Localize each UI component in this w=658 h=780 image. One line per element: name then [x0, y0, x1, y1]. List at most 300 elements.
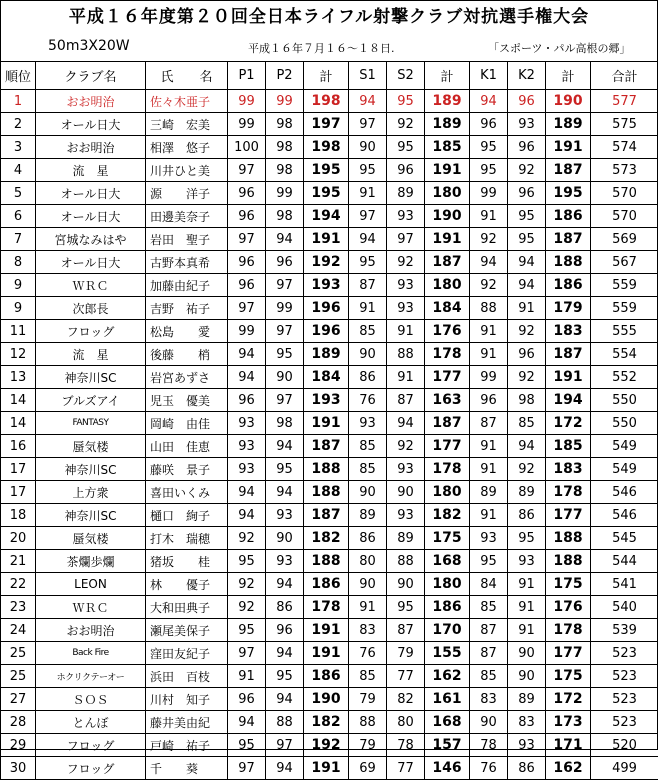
s2-cell: 90 — [387, 481, 425, 504]
rank-cell: 9 — [1, 297, 36, 320]
s-total-cell: 155 — [425, 642, 470, 665]
grand-total-cell: 570 — [591, 205, 658, 228]
k1-cell: 91 — [470, 343, 508, 366]
grand-total-cell: 549 — [591, 458, 658, 481]
p-total-cell: 188 — [304, 458, 349, 481]
p1-cell: 96 — [228, 182, 266, 205]
k1-cell: 93 — [470, 527, 508, 550]
club-cell: ＷＲＣ — [36, 274, 146, 297]
k2-cell: 92 — [508, 366, 546, 389]
p2-cell: 99 — [266, 90, 304, 113]
header-k2: K2 — [508, 62, 546, 90]
s-total-cell: 186 — [425, 596, 470, 619]
page-title: 平成１６年度第２０回全日本ライフル射撃クラブ対抗選手権大会 — [0, 0, 658, 34]
header-p2: P2 — [266, 62, 304, 90]
s-total-cell: 180 — [425, 274, 470, 297]
p2-cell: 94 — [266, 481, 304, 504]
p2-cell: 99 — [266, 297, 304, 320]
table-row — [1, 734, 658, 757]
grand-total-cell: 499 — [591, 757, 658, 780]
name-cell: 岡崎 由佳 — [146, 412, 228, 435]
club-cell: 流 星 — [36, 159, 146, 182]
k-total-cell: 190 — [546, 90, 591, 113]
s1-cell: 85 — [349, 435, 387, 458]
name-cell: 後藤 梢 — [146, 343, 228, 366]
p1-cell: 96 — [228, 251, 266, 274]
k1-cell: 92 — [470, 274, 508, 297]
table-row — [1, 757, 658, 780]
s2-cell: 95 — [387, 596, 425, 619]
rank-cell: 25 — [1, 642, 36, 665]
rank-cell: 23 — [1, 596, 36, 619]
p1-cell: 100 — [228, 136, 266, 159]
s-total-cell: 146 — [425, 757, 470, 780]
s1-cell: 80 — [349, 550, 387, 573]
p-total-cell: 188 — [304, 550, 349, 573]
k-total-cell: 194 — [546, 389, 591, 412]
rank-cell: 16 — [1, 435, 36, 458]
p1-cell: 92 — [228, 573, 266, 596]
p-total-cell: 190 — [304, 688, 349, 711]
k-total-cell: 188 — [546, 550, 591, 573]
s2-cell: 79 — [387, 642, 425, 665]
s2-cell: 80 — [387, 711, 425, 734]
k2-cell: 85 — [508, 412, 546, 435]
club-cell: ＳＯＳ — [36, 688, 146, 711]
club-cell: ホクリクテーオー — [36, 665, 146, 688]
rank-cell: 3 — [1, 136, 36, 159]
p2-cell: 94 — [266, 642, 304, 665]
s2-cell: 94 — [387, 412, 425, 435]
s2-cell: 91 — [387, 366, 425, 389]
k-total-cell: 178 — [546, 619, 591, 642]
p2-cell: 94 — [266, 435, 304, 458]
grand-total-cell: 523 — [591, 665, 658, 688]
table-row — [1, 113, 658, 136]
club-cell: LEON — [36, 573, 146, 596]
name-cell: 加藤由紀子 — [146, 274, 228, 297]
club-cell: 次郎長 — [36, 297, 146, 320]
s-total-cell: 189 — [425, 113, 470, 136]
s2-cell: 93 — [387, 458, 425, 481]
p1-cell: 97 — [228, 642, 266, 665]
s2-cell: 93 — [387, 274, 425, 297]
k1-cell: 91 — [470, 504, 508, 527]
s-total-cell: 180 — [425, 573, 470, 596]
name-cell: 源 洋子 — [146, 182, 228, 205]
k2-cell: 91 — [508, 573, 546, 596]
s1-cell: 86 — [349, 366, 387, 389]
rank-cell: 9 — [1, 274, 36, 297]
name-cell: 瀬尾美保子 — [146, 619, 228, 642]
s-total-cell: 163 — [425, 389, 470, 412]
club-cell: 茶爛歩爛 — [36, 550, 146, 573]
k-total-cell: 175 — [546, 573, 591, 596]
header-k1: K1 — [470, 62, 508, 90]
name-cell: 大和田典子 — [146, 596, 228, 619]
table-row — [1, 182, 658, 205]
rank-cell: 20 — [1, 527, 36, 550]
k2-cell: 95 — [508, 228, 546, 251]
club-cell: 流 星 — [36, 343, 146, 366]
p2-cell: 94 — [266, 757, 304, 780]
grand-total-cell: 574 — [591, 136, 658, 159]
grand-total-cell: 539 — [591, 619, 658, 642]
p-total-cell: 194 — [304, 205, 349, 228]
k2-cell: 94 — [508, 251, 546, 274]
grand-total-cell: 523 — [591, 688, 658, 711]
grand-total-cell: 555 — [591, 320, 658, 343]
p1-cell: 94 — [228, 711, 266, 734]
p-total-cell: 189 — [304, 343, 349, 366]
name-cell: 樋口 絢子 — [146, 504, 228, 527]
table-row — [1, 159, 658, 182]
name-cell: 岩田 聖子 — [146, 228, 228, 251]
club-cell: 神奈川SC — [36, 504, 146, 527]
p-total-cell: 184 — [304, 366, 349, 389]
p1-cell: 91 — [228, 665, 266, 688]
grand-total-cell: 520 — [591, 734, 658, 757]
p-total-cell: 192 — [304, 251, 349, 274]
rank-cell: 24 — [1, 619, 36, 642]
grand-total-cell: 575 — [591, 113, 658, 136]
s-total-cell: 180 — [425, 182, 470, 205]
k2-cell: 96 — [508, 136, 546, 159]
p1-cell: 97 — [228, 297, 266, 320]
p-total-cell: 198 — [304, 90, 349, 113]
rank-cell: 27 — [1, 688, 36, 711]
table-row — [1, 458, 658, 481]
k1-cell: 85 — [470, 665, 508, 688]
grand-total-cell: 577 — [591, 90, 658, 113]
rank-cell: 17 — [1, 481, 36, 504]
p-total-cell: 191 — [304, 228, 349, 251]
s1-cell: 76 — [349, 389, 387, 412]
event-venue: 「スポーツ・パル高根の郷」 — [488, 40, 631, 56]
p-total-cell: 191 — [304, 412, 349, 435]
s1-cell: 90 — [349, 136, 387, 159]
grand-total-cell: 559 — [591, 274, 658, 297]
p2-cell: 95 — [266, 458, 304, 481]
p-total-cell: 182 — [304, 527, 349, 550]
k2-cell: 90 — [508, 642, 546, 665]
header-p1: P1 — [228, 62, 266, 90]
grand-total-cell: 550 — [591, 389, 658, 412]
k2-cell: 86 — [508, 757, 546, 780]
p1-cell: 92 — [228, 596, 266, 619]
table-row — [1, 366, 658, 389]
rank-cell: 21 — [1, 550, 36, 573]
table-row — [1, 297, 658, 320]
s1-cell: 91 — [349, 182, 387, 205]
k-total-cell: 177 — [546, 642, 591, 665]
p-total-cell: 182 — [304, 711, 349, 734]
s1-cell: 83 — [349, 619, 387, 642]
table-row — [1, 90, 658, 113]
subheader — [0, 34, 658, 61]
s2-cell: 78 — [387, 734, 425, 757]
name-cell: 藤咲 景子 — [146, 458, 228, 481]
k1-cell: 78 — [470, 734, 508, 757]
s-total-cell: 187 — [425, 251, 470, 274]
name-cell: 戸崎 祐子 — [146, 734, 228, 757]
k2-cell: 91 — [508, 596, 546, 619]
k1-cell: 94 — [470, 90, 508, 113]
p2-cell: 88 — [266, 711, 304, 734]
table-row — [1, 642, 658, 665]
rank-cell: 29 — [1, 734, 36, 757]
club-cell: 宮城なみはや — [36, 228, 146, 251]
club-cell: おお明治 — [36, 90, 146, 113]
s2-cell: 87 — [387, 389, 425, 412]
p2-cell: 98 — [266, 136, 304, 159]
p1-cell: 97 — [228, 228, 266, 251]
rank-cell: 12 — [1, 343, 36, 366]
s-total-cell: 189 — [425, 90, 470, 113]
p1-cell: 95 — [228, 734, 266, 757]
k2-cell: 92 — [508, 159, 546, 182]
header-name: 氏 名 — [146, 62, 228, 90]
table-row — [1, 205, 658, 228]
k-total-cell: 177 — [546, 504, 591, 527]
grand-total-cell: 523 — [591, 642, 658, 665]
rank-cell: 7 — [1, 228, 36, 251]
s1-cell: 76 — [349, 642, 387, 665]
k-total-cell: 162 — [546, 757, 591, 780]
p1-cell: 94 — [228, 366, 266, 389]
p2-cell: 95 — [266, 343, 304, 366]
k2-cell: 95 — [508, 527, 546, 550]
k1-cell: 92 — [470, 228, 508, 251]
s2-cell: 93 — [387, 205, 425, 228]
p2-cell: 90 — [266, 527, 304, 550]
rank-cell: 13 — [1, 366, 36, 389]
s-total-cell: 161 — [425, 688, 470, 711]
k-total-cell: 191 — [546, 366, 591, 389]
p1-cell: 94 — [228, 481, 266, 504]
p2-cell: 97 — [266, 389, 304, 412]
header-k-total: 計 — [546, 62, 591, 90]
p1-cell: 95 — [228, 619, 266, 642]
k1-cell: 99 — [470, 366, 508, 389]
p1-cell: 93 — [228, 435, 266, 458]
table-row — [1, 274, 658, 297]
club-cell: とんぼ — [36, 711, 146, 734]
k2-cell: 96 — [508, 343, 546, 366]
s1-cell: 88 — [349, 711, 387, 734]
header-grand-total: 合計 — [591, 62, 658, 90]
name-cell: 川井ひと美 — [146, 159, 228, 182]
s-total-cell: 176 — [425, 320, 470, 343]
s2-cell: 92 — [387, 113, 425, 136]
p1-cell: 94 — [228, 343, 266, 366]
k1-cell: 96 — [470, 113, 508, 136]
k1-cell: 84 — [470, 573, 508, 596]
s2-cell: 89 — [387, 527, 425, 550]
s2-cell: 87 — [387, 619, 425, 642]
k1-cell: 87 — [470, 642, 508, 665]
p-total-cell: 178 — [304, 596, 349, 619]
name-cell: 窪田友紀子 — [146, 642, 228, 665]
p-total-cell: 187 — [304, 435, 349, 458]
s2-cell: 77 — [387, 757, 425, 780]
s-total-cell: 190 — [425, 205, 470, 228]
p-total-cell: 196 — [304, 320, 349, 343]
s1-cell: 90 — [349, 343, 387, 366]
name-cell: 田邊美奈子 — [146, 205, 228, 228]
club-cell: フロッグ — [36, 757, 146, 780]
p1-cell: 96 — [228, 688, 266, 711]
p-total-cell: 193 — [304, 274, 349, 297]
k-total-cell: 183 — [546, 458, 591, 481]
s1-cell: 91 — [349, 596, 387, 619]
grand-total-cell: 567 — [591, 251, 658, 274]
p1-cell: 94 — [228, 504, 266, 527]
rank-cell: 2 — [1, 113, 36, 136]
k2-cell: 92 — [508, 458, 546, 481]
grand-total-cell: 546 — [591, 504, 658, 527]
name-cell: 川村 知子 — [146, 688, 228, 711]
p-total-cell: 196 — [304, 297, 349, 320]
p1-cell: 97 — [228, 159, 266, 182]
club-cell: 蜃気楼 — [36, 435, 146, 458]
k2-cell: 90 — [508, 665, 546, 688]
club-cell: ＷＲＣ — [36, 596, 146, 619]
s1-cell: 85 — [349, 320, 387, 343]
s2-cell: 77 — [387, 665, 425, 688]
grand-total-cell: 552 — [591, 366, 658, 389]
club-cell: 神奈川SC — [36, 458, 146, 481]
p2-cell: 86 — [266, 596, 304, 619]
p-total-cell: 188 — [304, 481, 349, 504]
p2-cell: 98 — [266, 159, 304, 182]
s-total-cell: 157 — [425, 734, 470, 757]
grand-total-cell: 570 — [591, 182, 658, 205]
p-total-cell: 191 — [304, 619, 349, 642]
s-total-cell: 177 — [425, 435, 470, 458]
name-cell: 猪坂 桂 — [146, 550, 228, 573]
s-total-cell: 191 — [425, 159, 470, 182]
p2-cell: 90 — [266, 366, 304, 389]
k-total-cell: 172 — [546, 412, 591, 435]
s2-cell: 88 — [387, 550, 425, 573]
p2-cell: 97 — [266, 320, 304, 343]
k2-cell: 94 — [508, 435, 546, 458]
name-cell: 岩宮あずさ — [146, 366, 228, 389]
k-total-cell: 171 — [546, 734, 591, 757]
s-total-cell: 170 — [425, 619, 470, 642]
rank-cell: 11 — [1, 320, 36, 343]
k2-cell: 92 — [508, 320, 546, 343]
k-total-cell: 172 — [546, 688, 591, 711]
name-cell: 林 優子 — [146, 573, 228, 596]
p-total-cell: 193 — [304, 389, 349, 412]
grand-total-cell: 550 — [591, 412, 658, 435]
p-total-cell: 197 — [304, 113, 349, 136]
rank-cell: 22 — [1, 573, 36, 596]
k-total-cell: 175 — [546, 665, 591, 688]
rank-cell: 8 — [1, 251, 36, 274]
s1-cell: 94 — [349, 228, 387, 251]
k1-cell: 91 — [470, 458, 508, 481]
p2-cell: 97 — [266, 734, 304, 757]
p-total-cell: 191 — [304, 642, 349, 665]
p2-cell: 98 — [266, 205, 304, 228]
rank-cell: 4 — [1, 159, 36, 182]
header-s2: S2 — [387, 62, 425, 90]
k2-cell: 86 — [508, 504, 546, 527]
p2-cell: 98 — [266, 412, 304, 435]
k-total-cell: 173 — [546, 711, 591, 734]
table-row — [1, 573, 658, 596]
s1-cell: 95 — [349, 251, 387, 274]
rank-cell: 14 — [1, 389, 36, 412]
k-total-cell: 188 — [546, 251, 591, 274]
table-row — [1, 136, 658, 159]
p1-cell: 96 — [228, 205, 266, 228]
s-total-cell: 162 — [425, 665, 470, 688]
rank-cell: 25 — [1, 665, 36, 688]
k-total-cell: 178 — [546, 481, 591, 504]
k1-cell: 91 — [470, 435, 508, 458]
club-cell: オール日大 — [36, 182, 146, 205]
name-cell: 山田 佳恵 — [146, 435, 228, 458]
s-total-cell: 168 — [425, 550, 470, 573]
s-total-cell: 191 — [425, 228, 470, 251]
k-total-cell: 187 — [546, 228, 591, 251]
table-row — [1, 412, 658, 435]
k2-cell: 95 — [508, 205, 546, 228]
rank-cell: 18 — [1, 504, 36, 527]
p-total-cell: 187 — [304, 504, 349, 527]
table-row — [1, 228, 658, 251]
k1-cell: 83 — [470, 688, 508, 711]
s-total-cell: 168 — [425, 711, 470, 734]
grand-total-cell: 554 — [591, 343, 658, 366]
k1-cell: 76 — [470, 757, 508, 780]
name-cell: 古野本真希 — [146, 251, 228, 274]
table-row — [1, 504, 658, 527]
p2-cell: 94 — [266, 573, 304, 596]
s1-cell: 69 — [349, 757, 387, 780]
s1-cell: 85 — [349, 458, 387, 481]
grand-total-cell: 549 — [591, 435, 658, 458]
k-total-cell: 186 — [546, 274, 591, 297]
k1-cell: 85 — [470, 596, 508, 619]
p2-cell: 93 — [266, 504, 304, 527]
p1-cell: 92 — [228, 527, 266, 550]
s2-cell: 82 — [387, 688, 425, 711]
table-row — [1, 665, 658, 688]
s1-cell: 95 — [349, 159, 387, 182]
club-cell: Back Fire — [36, 642, 146, 665]
results-table — [0, 61, 658, 780]
k-total-cell: 195 — [546, 182, 591, 205]
p-total-cell: 186 — [304, 573, 349, 596]
p1-cell: 95 — [228, 550, 266, 573]
k1-cell: 99 — [470, 182, 508, 205]
k2-cell: 91 — [508, 619, 546, 642]
k1-cell: 89 — [470, 481, 508, 504]
s-total-cell: 175 — [425, 527, 470, 550]
k-total-cell: 179 — [546, 297, 591, 320]
s1-cell: 93 — [349, 412, 387, 435]
k1-cell: 95 — [470, 159, 508, 182]
k-total-cell: 189 — [546, 113, 591, 136]
p2-cell: 99 — [266, 182, 304, 205]
s-total-cell: 185 — [425, 136, 470, 159]
p1-cell: 99 — [228, 320, 266, 343]
